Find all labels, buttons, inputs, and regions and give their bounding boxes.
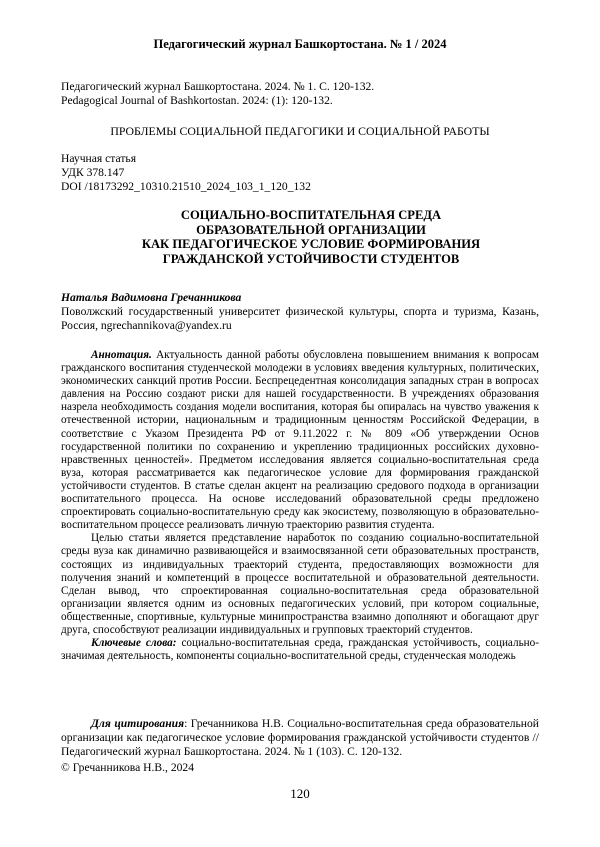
title-line: КАК ПЕДАГОГИЧЕСКОЕ УСЛОВИЕ ФОРМИРОВАНИЯ xyxy=(61,237,561,252)
cite-text: : Гречанникова Н.В. Социально-воспитательная среда образовательной организации как педагогическое условие формирования гражданской устойчивости студентов // Педагогический журнал Башкортостана. 2024. № 1 (103). С. 120-132. xyxy=(61,717,539,758)
title-line: ГРАЖДАНСКОЙ УСТОЙЧИВОСТИ СТУДЕНТОВ xyxy=(61,252,561,267)
article-page xyxy=(0,0,600,847)
journal-header: Педагогический журнал Башкортостана. № 1 / 2024 xyxy=(0,37,600,52)
doi: DOI /18173292_10310.21510_2024_103_1_120_132 xyxy=(61,180,311,194)
keywords-text: социально-воспитательная среда, гражданская устойчивость, социально-значимая деятельность, компоненты социально-воспитательной среды, студенческая молодежь xyxy=(61,637,539,662)
section-heading: ПРОБЛЕМЫ СОЦИАЛЬНОЙ ПЕДАГОГИКИ И СОЦИАЛЬНОЙ РАБОТЫ xyxy=(0,124,600,139)
article-type: Научная статья xyxy=(61,152,311,166)
article-title xyxy=(61,208,561,266)
how-to-cite xyxy=(61,717,539,759)
citation-line-en: Pedagogical Journal of Bashkortostan. 2024: (1): 120-132. xyxy=(61,94,561,108)
author-affiliation: Поволжский государственный университет физической культуры, спорта и туризма, Казань, Россия, ngrechannikova@yandex.ru xyxy=(61,305,539,333)
copyright: © Гречанникова Н.В., 2024 xyxy=(61,761,194,775)
cite-label: Для цитирования xyxy=(91,717,184,730)
citation-lines xyxy=(61,80,561,108)
keywords xyxy=(61,637,539,663)
abstract-text-1: Актуальность данной работы обусловлена повышением внимания к вопросам гражданского воспитания студенческой молодежи в условиях введения культурных, политических, экономических санкций против России. Беспрецедентная консолидация западных стран в вопросах давления на Россию создают риски для нашей государственности. В учреждениях образования назрела необходимость создания модели воспитания, которая бы опиралась на чувство уважения к отечественной истории, национальным и традиционным ценностям Российской Федерации, в соответствие с Указом Президента РФ от 9.11.2022 г. № 809 «Об утверждении Основ государственной политики по сохранению и укреплению традиционных российских духовно-нравственных ценностей». Предметом исследования является социально-воспитательная среда вуза, которая рассматривается как педагогическое условие для формирования гражданской устойчивости студентов. В статье сделан акцент на реализацию средового подхода в организации воспитательного процесса. На основе исследований образовательной среды предложено спроектировать социально-воспитательную среду как экосистему, позволяющую в образовательно-воспитательном процессе реализовать личную траекторию развития студента. xyxy=(61,349,539,531)
title-line: СОЦИАЛЬНО-ВОСПИТАТЕЛЬНАЯ СРЕДА xyxy=(61,208,561,223)
citation-line-ru: Педагогический журнал Башкортостана. 2024. № 1. С. 120-132. xyxy=(61,80,561,94)
title-line: ОБРАЗОВАТЕЛЬНОЙ ОРГАНИЗАЦИИ xyxy=(61,223,561,238)
page-number: 120 xyxy=(0,786,600,802)
abstract-paragraph-2: Целью статьи является представление наработок по созданию социально-воспитательной среды вуза как динамично развивающейся и взаимосвязанной сети образовательных пространств, состоящих из индивидуальных траекторий студента, предоставляющих возможности для получения знаний и компетенций в процессе воспитательной и образовательной деятельности. Сделан вывод, что спроектированная социально-воспитательная среда образовательной организации является одним из основных педагогических условий, при котором социальные, общественные, спортивные, культурные минипространства взаимно дополняют и обогащают друг друга, способствуют реализации индивидуальных и групповых траекторий студентов. xyxy=(61,532,539,637)
abstract xyxy=(61,349,539,663)
udk-code: УДК 378.147 xyxy=(61,166,311,180)
keywords-label: Ключевые слова: xyxy=(91,637,176,649)
abstract-paragraph-1 xyxy=(61,349,539,532)
article-meta xyxy=(61,152,311,194)
author-name: Наталья Вадимовна Гречанникова xyxy=(61,291,241,304)
abstract-label: Аннотация. xyxy=(91,349,152,361)
